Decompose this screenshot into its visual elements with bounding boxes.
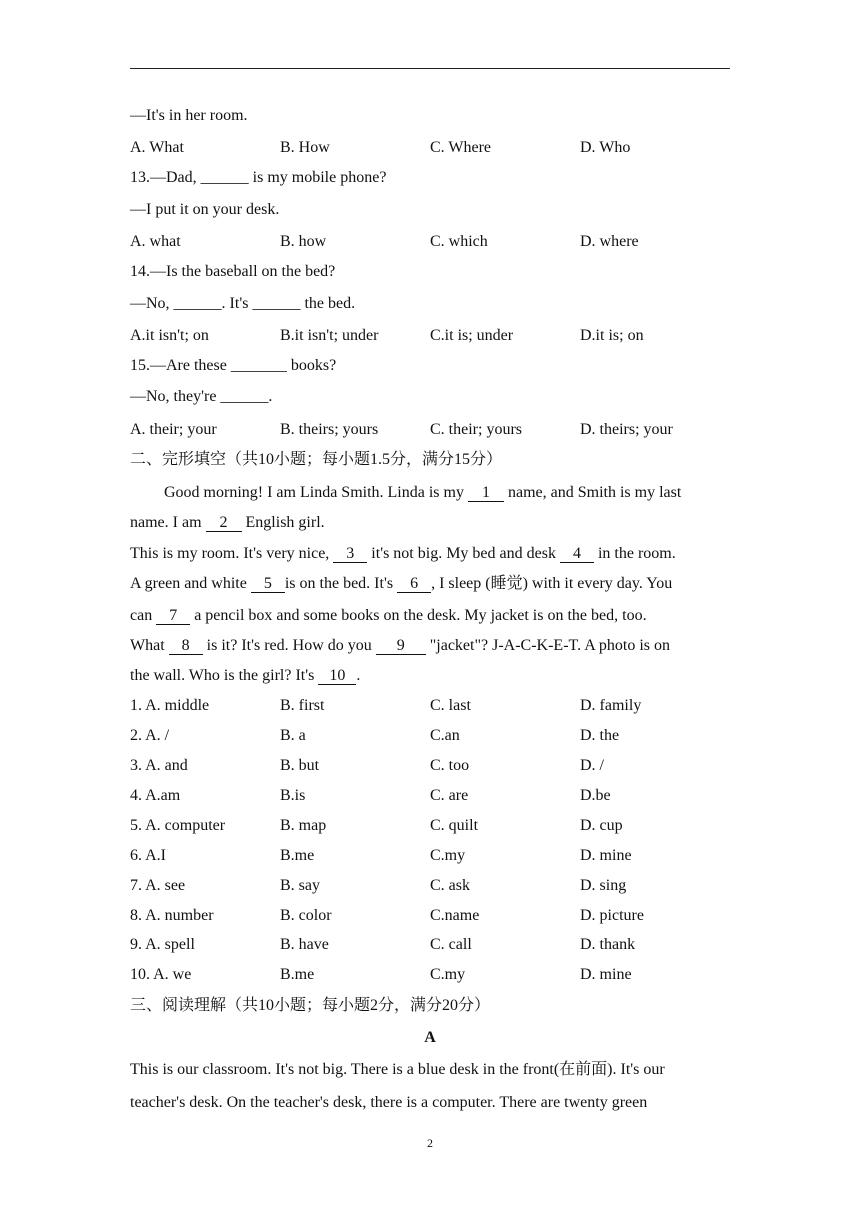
q15-option-b: B. theirs; yours: [280, 421, 379, 438]
cloze-4-option-c: C. are: [430, 787, 469, 804]
q14-option-a: A.it isn't; on: [130, 327, 209, 344]
cloze-2-option-d: D. the: [580, 727, 620, 744]
cloze-6-option-c: C.my: [430, 847, 466, 864]
blank-3: 3: [333, 545, 367, 563]
blank-7: 7: [156, 607, 190, 625]
passage-text: "jacket"? J-A-C-K-E-T. A photo is on: [425, 637, 671, 654]
passage-line-1: [164, 483, 681, 503]
passage-text: is on the bed. It's: [284, 575, 398, 592]
blank-8: 8: [169, 637, 203, 655]
cloze-6-option-a: 6. A.I: [130, 847, 166, 864]
cloze-7-option-c: C. ask: [430, 877, 470, 894]
blank-10: 10: [318, 667, 356, 685]
cloze-8-option-a: 8. A. number: [130, 907, 214, 924]
passage-text: name. I am: [130, 514, 206, 531]
cloze-2-option-a: 2. A. /: [130, 727, 170, 744]
passage-text: a pencil box and some books on the desk. My jacket is on the bed, too.: [190, 607, 647, 624]
passage-text: English girl.: [241, 514, 325, 531]
q13-option-c: C. which: [430, 233, 488, 250]
q15-answer: —No, they're ______.: [130, 388, 273, 405]
q14-option-d: D.it is; on: [580, 327, 644, 344]
passage-text: can: [130, 607, 157, 624]
q14-question: 14.—Is the baseball on the bed?: [130, 263, 336, 280]
passage-line-3: [130, 544, 676, 564]
passage-text: .: [356, 667, 361, 684]
cloze-7-option-a: 7. A. see: [130, 877, 186, 894]
cloze-1-option-b: B. first: [280, 697, 325, 714]
q14-option-c: C.it is; under: [430, 327, 514, 344]
passage-text: is it? It's red. How do you: [202, 637, 376, 654]
passage-text: it's not big. My bed and desk: [367, 545, 560, 562]
header-rule: [130, 68, 730, 69]
cloze-8-option-c: C.name: [430, 907, 480, 924]
cloze-9-option-c: C. call: [430, 936, 472, 953]
blank-6: 6: [397, 575, 431, 593]
blank-5: 5: [251, 575, 285, 593]
reading-line-2: teacher's desk. On the teacher's desk, there is a computer. There are twenty green: [130, 1094, 648, 1111]
passage-text: name, and Smith is my last: [503, 484, 682, 501]
q13-option-d: D. where: [580, 233, 639, 250]
cloze-5-option-b: B. map: [280, 817, 327, 834]
section2-heading: 二、完形填空（共10小题；每小题1.5分，满分15分）: [130, 451, 503, 468]
cloze-9-option-a: 9. A. spell: [130, 936, 195, 953]
q12-option-d: D. Who: [580, 139, 631, 156]
cloze-5-option-d: D. cup: [580, 817, 623, 834]
q12-option-c: C. Where: [430, 139, 492, 156]
cloze-8-option-d: D. picture: [580, 907, 644, 924]
cloze-7-option-b: B. say: [280, 877, 320, 894]
cloze-1-option-c: C. last: [430, 697, 471, 714]
passage-text: What: [130, 637, 169, 654]
cloze-3-option-b: B. but: [280, 757, 320, 774]
q13-answer: —I put it on your desk.: [130, 201, 280, 218]
passage-text: in the room.: [593, 545, 676, 562]
cloze-10-option-d: D. mine: [580, 966, 632, 983]
cloze-3-option-c: C. too: [430, 757, 470, 774]
q15-option-d: D. theirs; your: [580, 421, 673, 438]
cloze-10-option-c: C.my: [430, 966, 466, 983]
blank-2: 2: [206, 514, 242, 532]
cloze-4-option-a: 4. A.am: [130, 787, 181, 804]
q14-option-b: B.it isn't; under: [280, 327, 379, 344]
cloze-5-option-a: 5. A. computer: [130, 817, 226, 834]
cloze-3-option-a: 3. A. and: [130, 757, 188, 774]
q13-option-a: A. what: [130, 233, 181, 250]
passage-text: the wall. Who is the girl? It's: [130, 667, 319, 684]
blank-1: 1: [468, 484, 504, 502]
passage-a-title: A: [424, 1029, 436, 1046]
cloze-8-option-b: B. color: [280, 907, 332, 924]
cloze-6-option-d: D. mine: [580, 847, 632, 864]
q13-question: 13.—Dad, ______ is my mobile phone?: [130, 169, 387, 186]
cloze-5-option-c: C. quilt: [430, 817, 479, 834]
page-number: 2: [427, 1136, 433, 1150]
q15-option-a: A. their; your: [130, 421, 217, 438]
cloze-1-option-d: D. family: [580, 697, 642, 714]
blank-4: 4: [560, 545, 594, 563]
q12-answer: —It's in her room.: [130, 107, 248, 124]
reading-line-1: This is our classroom. It's not big. There is a blue desk in the front(在前面). It's our: [130, 1061, 665, 1078]
q13-option-b: B. how: [280, 233, 327, 250]
cloze-4-option-b: B.is: [280, 787, 306, 804]
q12-option-a: A. What: [130, 139, 184, 156]
cloze-2-option-b: B. a: [280, 727, 306, 744]
q15-option-c: C. their; yours: [430, 421, 522, 438]
passage-text: Good morning! I am Linda Smith. Linda is my: [164, 484, 468, 501]
cloze-7-option-d: D. sing: [580, 877, 627, 894]
cloze-9-option-d: D. thank: [580, 936, 636, 953]
passage-line-4: [130, 574, 672, 594]
section3-heading: 三、阅读理解（共10小题；每小题2分，满分20分）: [130, 997, 491, 1014]
cloze-10-option-b: B.me: [280, 966, 315, 983]
blank-9: 9: [376, 637, 426, 655]
cloze-3-option-d: D. /: [580, 757, 604, 774]
passage-text: A green and white: [130, 575, 251, 592]
cloze-2-option-c: C.an: [430, 727, 460, 744]
cloze-6-option-b: B.me: [280, 847, 315, 864]
cloze-4-option-d: D.be: [580, 787, 611, 804]
passage-text: , I sleep (睡觉) with it every day. You: [431, 575, 673, 592]
cloze-10-option-a: 10. A. we: [130, 966, 192, 983]
q12-option-b: B. How: [280, 139, 330, 156]
passage-line-5: [130, 606, 647, 626]
q14-answer: —No, ______. It's ______ the bed.: [130, 295, 356, 312]
passage-text: This is my room. It's very nice,: [130, 545, 334, 562]
q15-question: 15.—Are these _______ books?: [130, 357, 337, 374]
cloze-9-option-b: B. have: [280, 936, 329, 953]
cloze-1-option-a: 1. A. middle: [130, 697, 210, 714]
passage-line-6: [130, 636, 670, 656]
passage-line-2: [130, 513, 325, 533]
passage-line-7: [130, 666, 360, 686]
